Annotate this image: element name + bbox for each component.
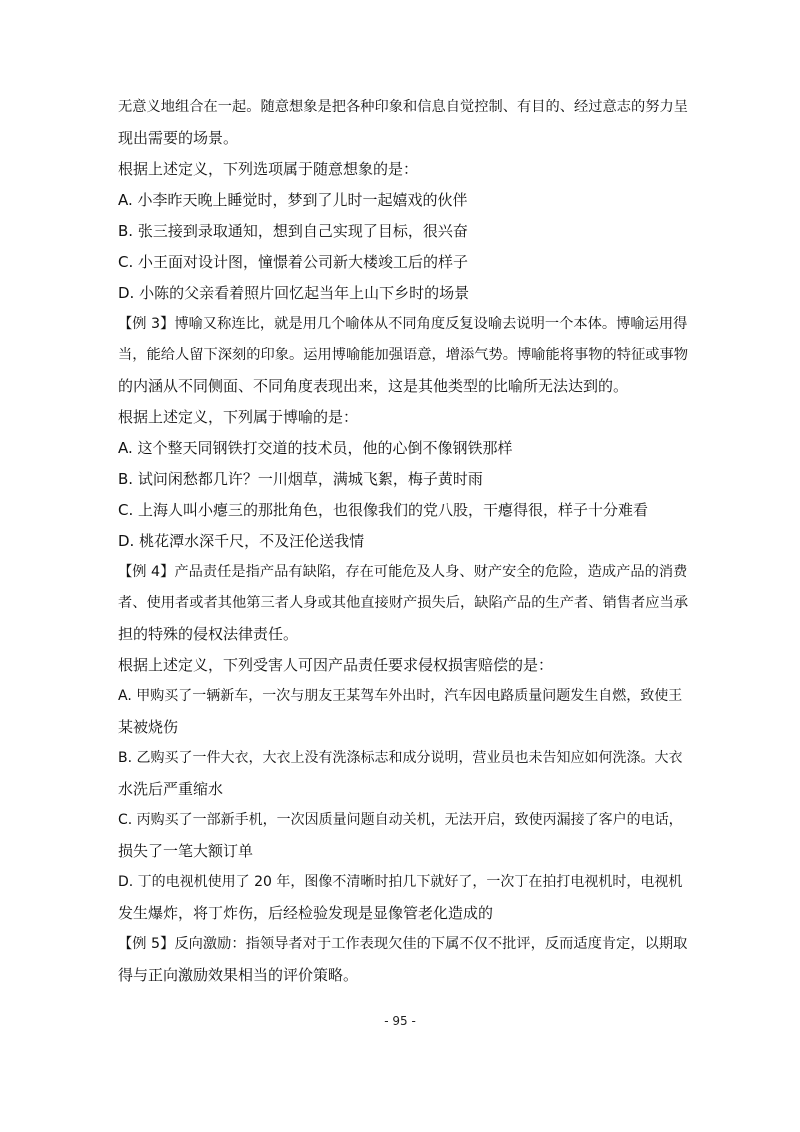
option-a: A. 小李昨天晚上睡觉时，梦到了儿时一起嬉戏的伙伴 bbox=[118, 191, 468, 209]
example-3-heading: 【例 3】博喻又称连比，就是用几个喻体从不同角度反复设喻去说明一个本体。博喻运用得 bbox=[118, 316, 688, 332]
option-d: D. 丁的电视机使用了 20 年，图像不清晰时拍几下就好了，一次丁在拍打电视机时，电视机 bbox=[118, 874, 683, 890]
question-prompt: 根据上述定义，下列属于博喻的是： bbox=[118, 408, 359, 426]
page-number: - 95 - bbox=[384, 1014, 416, 1028]
option-d: D. 桃花潭水深千尺，不及汪伦送我情 bbox=[118, 532, 365, 550]
text-line: 的内涵从不同侧面、不同角度表现出来，这是其他类型的比喻所无法达到的。 bbox=[118, 377, 629, 395]
text-line: 无意义地组合在一起。随意想象是把各种印象和信息自觉控制、有目的、经过意志的努力呈 bbox=[118, 99, 689, 115]
option-a: A. 这个整天同钢铁打交道的技术员，他的心倒不像钢铁那样 bbox=[118, 439, 513, 457]
option-c: C. 丙购买了一部新手机，一次因质量问题自动关机，无法开启，致使丙漏接了客户的电话， bbox=[118, 812, 683, 828]
option-b: B. 试问闲愁都几许？一川烟草，满城飞絮，梅子黄时雨 bbox=[118, 470, 483, 488]
option-c: C. 上海人叫小瘪三的那批角色，也很像我们的党八股，干瘪得很，样子十分难看 bbox=[118, 501, 649, 519]
option-b-continued: 水洗后严重缩水 bbox=[118, 780, 224, 798]
text-line: 担的特殊的侵权法律责任。 bbox=[118, 625, 299, 643]
text-line: 得与正向激励效果相当的评价策略。 bbox=[118, 966, 359, 984]
example-4-heading: 【例 4】产品责任是指产品有缺陷，存在可能危及人身、财产安全的危险，造成产品的消费 bbox=[118, 564, 688, 580]
option-d: D. 小陈的父亲看着照片回忆起当年上山下乡时的场景 bbox=[118, 284, 470, 302]
option-c-continued: 损失了一笔大额订单 bbox=[118, 842, 254, 860]
question-prompt: 根据上述定义，下列受害人可因产品责任要求侵权损害赔偿的是： bbox=[118, 656, 554, 674]
text-line: 当，能给人留下深刻的印象。运用博喻能加强语意，增添气势。博喻能将事物的特征或事物 bbox=[118, 347, 689, 363]
text-line: 现出需要的场景。 bbox=[118, 129, 239, 147]
option-a: A. 甲购买了一辆新车，一次与朋友王某驾车外出时，汽车因电路质量问题发生自燃，致使王 bbox=[118, 688, 683, 704]
option-d-continued: 发生爆炸，将丁炸伤，后经检验发现是显像管老化造成的 bbox=[118, 904, 494, 922]
option-c: C. 小王面对设计图，憧憬着公司新大楼竣工后的样子 bbox=[118, 253, 469, 271]
text-line: 者、使用者或者其他第三者人身或其他直接财产损失后，缺陷产品的生产者、销售者应当承 bbox=[118, 595, 689, 611]
option-a-continued: 某被烧伤 bbox=[118, 718, 179, 736]
option-b: B. 乙购买了一件大衣，大衣上没有洗涤标志和成分说明，营业员也未告知应如何洗涤。大衣 bbox=[118, 750, 683, 766]
option-b: B. 张三接到录取通知，想到自己实现了目标，很兴奋 bbox=[118, 222, 468, 240]
example-5-heading: 【例 5】反向激励：指领导者对于工作表现欠佳的下属不仅不批评，反而适度肯定，以期取 bbox=[118, 936, 688, 952]
question-prompt: 根据上述定义，下列选项属于随意想象的是： bbox=[118, 160, 419, 178]
document-body bbox=[118, 92, 690, 991]
